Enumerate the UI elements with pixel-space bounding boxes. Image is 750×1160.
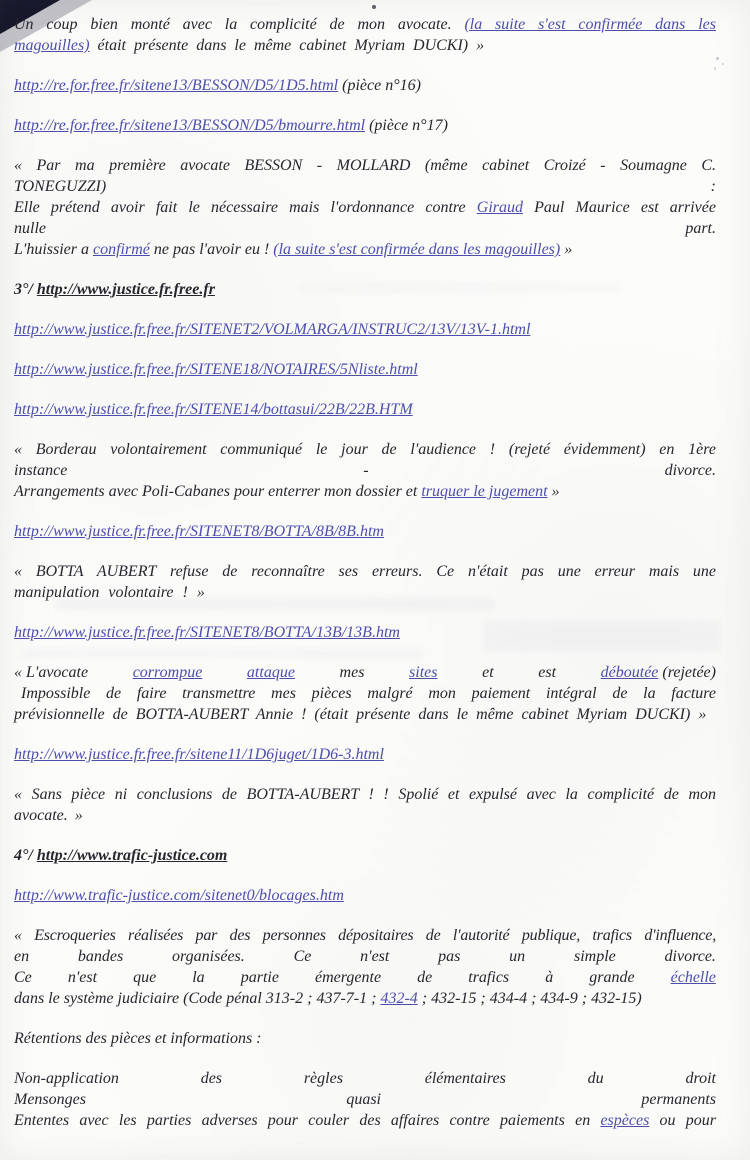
text-run: ne pas l'avoir eu ! (149, 241, 274, 258)
text-run: émergente (315, 969, 382, 986)
section-heading-4 (14, 845, 716, 866)
text-run: bandes (77, 948, 124, 965)
paragraph-sans-piece (14, 784, 716, 826)
text-run: que (133, 969, 157, 986)
paragraph-final-line (14, 1110, 716, 1131)
text-run: Arrangements avec Poli-Cabanes pour enterrer mon dossier et (14, 483, 422, 500)
paragraph-besson-line (14, 239, 716, 260)
document-text-area (14, 14, 716, 1131)
text-run: Ce (293, 948, 312, 965)
text-run: de (417, 969, 433, 986)
heading-url-link[interactable]: http://www.justice.fr.free.fr (36, 281, 215, 298)
hyperlink[interactable]: échelle (670, 969, 716, 986)
text-run: divorce. (664, 462, 716, 479)
text-run: droit (685, 1070, 716, 1087)
text-run: Mensonges (14, 1091, 86, 1108)
heading-number: 3°/ (14, 281, 37, 298)
text-run: simple (573, 948, 616, 965)
paragraph-borderau-line (14, 460, 716, 481)
text-run: n'est (67, 969, 98, 986)
paragraph-borderau-line (14, 481, 716, 502)
paragraph-besson-line (14, 197, 716, 218)
url-line (14, 622, 716, 643)
paragraph-borderau-line (14, 439, 716, 460)
paragraph-besson-line (14, 155, 716, 176)
hyperlink[interactable]: espèces (600, 1112, 650, 1129)
hyperlink[interactable]: Giraud (476, 199, 523, 216)
text-run: est (538, 664, 557, 681)
text-run: à (545, 969, 554, 986)
hyperlink[interactable]: http://www.trafic-justice.com/sitenet0/blocages.htm (14, 887, 344, 904)
text-run: Un coup bien monté avec la complicité de mon avocate. (14, 16, 465, 33)
hyperlink[interactable]: déboutée (600, 664, 659, 681)
text-run: des (200, 1070, 223, 1087)
paragraph-escroqueries-line (14, 946, 716, 967)
hyperlink[interactable]: (la suite s'est confirmée dans les magouilles) (273, 241, 561, 258)
scan-speck (722, 63, 724, 65)
text-run: (pièce n°16) (338, 77, 421, 94)
text-run: quasi (346, 1091, 381, 1108)
paragraph-avocate-line (14, 662, 716, 683)
paragraph-botta-errors (14, 561, 716, 603)
paragraph-retentions (14, 1028, 716, 1049)
paragraph-escroqueries-line (14, 925, 716, 946)
text-run: Paul Maurice est arrivée (523, 199, 716, 216)
hyperlink[interactable]: http://www.justice.fr.free.fr/SITENE18/NOTAIRES/5Nliste.html (14, 361, 418, 378)
text-run: un (509, 948, 526, 965)
text-run: organisées. (172, 948, 245, 965)
hyperlink[interactable]: truquer le jugement (421, 483, 548, 500)
paragraph-escroqueries-line (14, 988, 716, 1009)
text-run: ou pour (649, 1112, 716, 1129)
paragraph-escroqueries-line (14, 967, 716, 988)
url-line (14, 75, 716, 96)
text-run: n'est (360, 948, 390, 965)
text-run: ; 432-15 ; 434-4 ; 434-9 ; 432-15) (417, 990, 642, 1007)
url-line (14, 319, 716, 340)
text-run: TONEGUZZI) (14, 178, 107, 195)
url-line (14, 399, 716, 420)
hyperlink[interactable]: 432-4 (380, 990, 418, 1007)
text-run: dans le système judiciaire (Code pénal 313-2 ; 437-7-1 ; (14, 990, 381, 1007)
paragraph-avocate-line (14, 683, 716, 725)
hyperlink[interactable]: attaque (246, 664, 295, 681)
text-run: et (482, 664, 494, 681)
hyperlink[interactable]: http://re.for.free.fr/sitene13/BESSON/D5/1D5.html (14, 77, 339, 94)
text-run: divorce. (664, 948, 716, 965)
scan-speck (716, 57, 719, 60)
text-run: « Sans pièce ni conclusions de BOTTA-AUBERT ! ! Spolié et expulsé avec la complicité de mon avocate. » (14, 786, 716, 824)
text-run: : (710, 178, 716, 195)
hyperlink[interactable]: http://www.justice.fr.free.fr/SITENET8/BOTTA/8B/8B.htm (14, 523, 384, 540)
hyperlink[interactable]: http://www.justice.fr.free.fr/SITENET2/VOLMARGA/INSTRUC2/13V/13V-1.html (14, 321, 531, 338)
text-run: » (560, 241, 573, 258)
text-run: « Escroqueries réalisées par des personnes dépositaires de l'autorité publique, trafics d'influence, (14, 927, 716, 944)
text-run: L'huissier a (14, 241, 93, 258)
text-run: Rétentions des pièces et informations : (14, 1030, 262, 1047)
scan-dot-artifact (372, 5, 376, 9)
text-run: instance (14, 462, 68, 479)
text-run: « Borderau volontairement communiqué le jour de l'audience ! (rejeté évidemment) en 1ère (14, 441, 716, 458)
text-run: nulle (14, 220, 46, 237)
text-run: part. (685, 220, 716, 237)
hyperlink[interactable]: sites (409, 664, 438, 681)
text-run: (rejetée) (658, 664, 716, 681)
text-run: Non-application (14, 1070, 119, 1087)
hyperlink[interactable]: confirmé (93, 241, 150, 258)
text-run: - (363, 462, 369, 479)
text-run: grande (589, 969, 635, 986)
hyperlink[interactable]: http://www.justice.fr.free.fr/sitene11/1D6juget/1D6-3.html (14, 746, 384, 763)
hyperlink[interactable]: http://www.justice.fr.free.fr/SITENET8/BOTTA/13B/13B.htm (14, 624, 400, 641)
section-heading-3 (14, 279, 716, 300)
url-line (14, 115, 716, 136)
text-run: trafics (468, 969, 510, 986)
text-run: mes (339, 664, 365, 681)
url-line (14, 521, 716, 542)
url-line (14, 359, 716, 380)
url-line (14, 885, 716, 906)
text-run: la (192, 969, 205, 986)
hyperlink[interactable]: corrompue (132, 664, 203, 681)
paragraph-final-line (14, 1068, 716, 1089)
heading-url-link[interactable]: http://www.trafic-justice.com (36, 847, 228, 864)
paragraph-final-line (14, 1089, 716, 1110)
text-run: (pièce n°17) (365, 117, 448, 134)
text-run: « Par ma première avocate BESSON - MOLLARD (même cabinet Croizé - Soumagne C. (14, 157, 716, 174)
text-run: règles (303, 1070, 343, 1087)
text-run: » (547, 483, 560, 500)
paragraph-intro (14, 14, 716, 56)
hyperlink[interactable]: http://re.for.free.fr/sitene13/BESSON/D5/bmourre.html (14, 117, 366, 134)
text-run: partie (240, 969, 279, 986)
hyperlink[interactable]: (la suite s'est confirmée dans les magouilles) (14, 16, 716, 54)
text-run: élémentaires (424, 1070, 506, 1087)
text-run: pas (438, 948, 461, 965)
hyperlink[interactable]: http://www.justice.fr.free.fr/SITENE14/bottasui/22B/22B.HTM (14, 401, 413, 418)
text-run: en (14, 948, 30, 965)
text-run: Ce (14, 969, 32, 986)
word-group (601, 662, 716, 683)
heading-number: 4°/ (14, 847, 37, 864)
paragraph-besson-line (14, 218, 716, 239)
text-run: Elle prétend avoir fait le nécessaire mais l'ordonnance contre (14, 199, 477, 216)
paragraph-besson-line (14, 176, 716, 197)
text-run: « BOTTA AUBERT refuse de reconnaître ses erreurs. Ce n'était pas une erreur mais une manipulation volontaire ! » (14, 563, 716, 601)
text-run: était présente dans le même cabinet Myriam DUCKI) » (89, 37, 485, 54)
text-run: du (587, 1070, 604, 1087)
text-run: Impossible de faire transmettre mes pièces malgré mon paiement intégral de la facture prévisionnelle de BOTTA-AUBERT Annie ! (était présente dans le même cabinet Myriam DUCKI) » (14, 685, 716, 723)
url-line (14, 744, 716, 765)
text-run: permanents (641, 1091, 716, 1108)
text-run: Ententes avec les parties adverses pour couler des affaires contre paiements en (14, 1112, 601, 1129)
text-run: « L'avocate (14, 664, 89, 681)
